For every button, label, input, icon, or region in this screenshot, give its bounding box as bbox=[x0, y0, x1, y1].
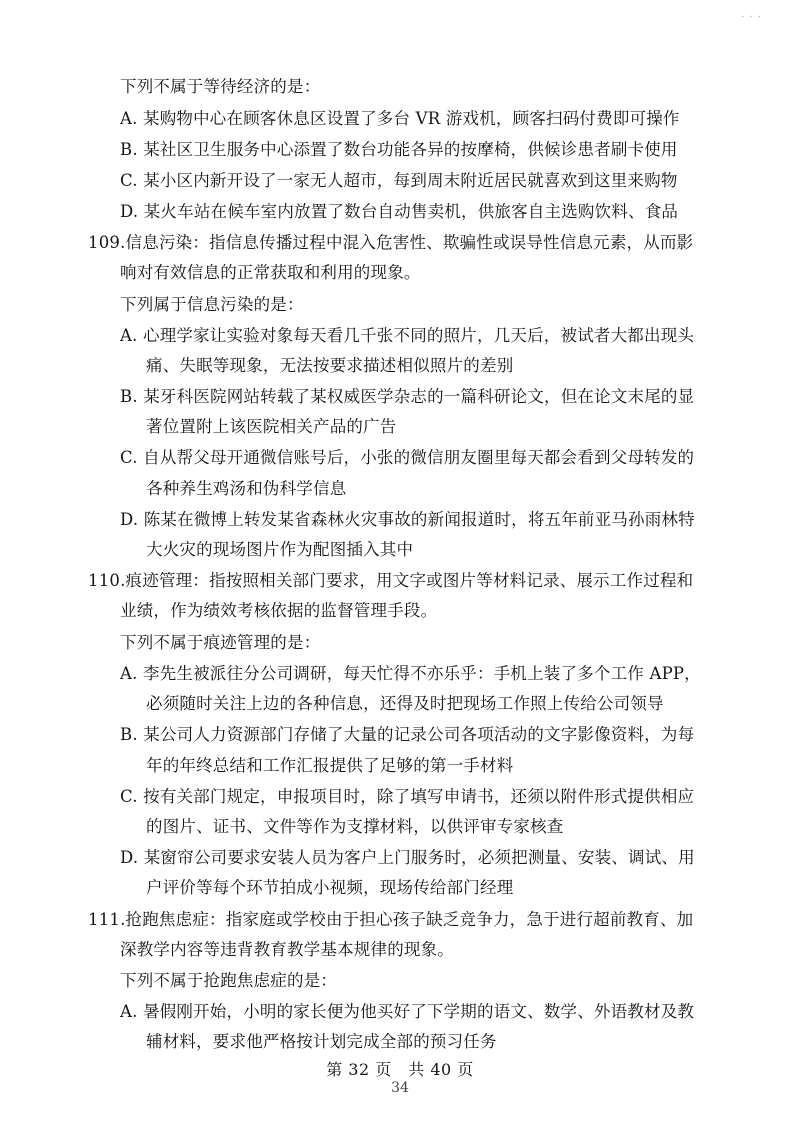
q110-option-b-line1: B. 某公司人力资源部门存储了大量的记录公司各项活动的文字影像资料，为每 bbox=[120, 725, 695, 744]
q109-option-a-line1: A. 心理学家让实验对象每天看几千张不同的照片，几天后，被试者大都出现头 bbox=[120, 326, 695, 345]
q109-option-a-line2: 痛、失眠等现象，无法按要求描述相似照片的差别 bbox=[146, 356, 514, 375]
page-number: 34 bbox=[391, 1080, 409, 1096]
q111-definition-line1: 111.抢跑焦虑症：指家庭或学校由于担心孩子缺乏竞争力，急于进行超前教育、加 bbox=[88, 910, 694, 929]
q110-definition-line2: 业绩，作为绩效考核依据的监督管理手段。 bbox=[120, 601, 438, 620]
q109-definition-line2: 响对有效信息的正常获取和利用的现象。 bbox=[120, 263, 421, 282]
page-counter: 第 32 页 共 40 页 bbox=[326, 1060, 474, 1079]
q111-definition-line2: 深教学内容等违背教育教学基本规律的现象。 bbox=[120, 940, 454, 959]
q110-prompt: 下列不属于痕迹管理的是： bbox=[120, 633, 321, 652]
q111-prompt: 下列不属于抢跑焦虑症的是： bbox=[120, 971, 338, 990]
q108-option-b: B. 某社区卫生服务中心添置了数台功能各异的按摩椅，供候诊患者刷卡使用 bbox=[120, 140, 678, 159]
q109-option-c-line2: 各种养生鸡汤和伪科学信息 bbox=[146, 479, 347, 498]
q110-option-a-line2: 必须随时关注上边的各种信息，还得及时把现场工作照上传给公司领导 bbox=[146, 694, 664, 713]
q109-definition-line1: 109.信息污染：指信息传播过程中混入危害性、欺骗性或误导性信息元素，从而影 bbox=[88, 233, 694, 252]
q109-option-b-line2: 著位置附上该医院相关产品的广告 bbox=[146, 417, 397, 436]
q110-option-d-line2: 户评价等每个环节拍成小视频，现场传给部门经理 bbox=[146, 878, 514, 897]
q109-option-b-line1: B. 某牙科医院网站转载了某权威医学杂志的一篇科研论文，但在论文末尾的显 bbox=[120, 387, 695, 406]
q108-prompt: 下列不属于等待经济的是： bbox=[120, 77, 321, 96]
q108-option-c: C. 某小区内新开设了一家无人超市，每到周末附近居民就喜欢到这里来购物 bbox=[120, 171, 678, 190]
q110-option-c-line2: 的图片、证书、文件等作为支撑材料，以供评审专家核查 bbox=[146, 817, 564, 836]
q110-option-a-line1: A. 李先生被派往分公司调研，每天忙得不亦乐乎：手机上装了多个工作 APP， bbox=[120, 664, 701, 683]
q110-definition-line1: 110.痕迹管理：指按照相关部门要求，用文字或图片等材料记录、展示工作过程和 bbox=[88, 571, 694, 590]
corner-mark: · · · bbox=[741, 12, 762, 23]
q111-option-a-line2: 辅材料，要求他严格按计划完成全部的预习任务 bbox=[146, 1032, 497, 1051]
q110-option-b-line2: 年的年终总结和工作汇报提供了足够的第一手材料 bbox=[146, 756, 514, 775]
q109-prompt: 下列属于信息污染的是： bbox=[120, 295, 304, 314]
q111-option-a-line1: A. 暑假刚开始，小明的家长便为他买好了下学期的语文、数学、外语教材及教 bbox=[120, 1002, 695, 1021]
q110-option-d-line1: D. 某窗帘公司要求安装人员为客户上门服务时，必须把测量、安装、调试、用 bbox=[120, 848, 695, 867]
q108-option-a: A. 某购物中心在顾客休息区设置了多台 VR 游戏机，顾客扫码付费即可操作 bbox=[120, 109, 680, 128]
q109-option-d-line2: 大火灾的现场图片作为配图插入其中 bbox=[146, 540, 414, 559]
q108-option-d: D. 某火车站在候车室内放置了数台自动售卖机，供旅客自主选购饮料、食品 bbox=[120, 202, 679, 221]
q109-option-d-line1: D. 陈某在微博上转发某省森林火灾事故的新闻报道时，将五年前亚马孙雨林特 bbox=[120, 510, 695, 529]
q110-option-c-line1: C. 按有关部门规定，申报项目时，除了填写申请书，还须以附件形式提供相应 bbox=[120, 787, 695, 806]
q109-option-c-line1: C. 自从帮父母开通微信账号后，小张的微信朋友圈里每天都会看到父母转发的 bbox=[120, 448, 695, 467]
